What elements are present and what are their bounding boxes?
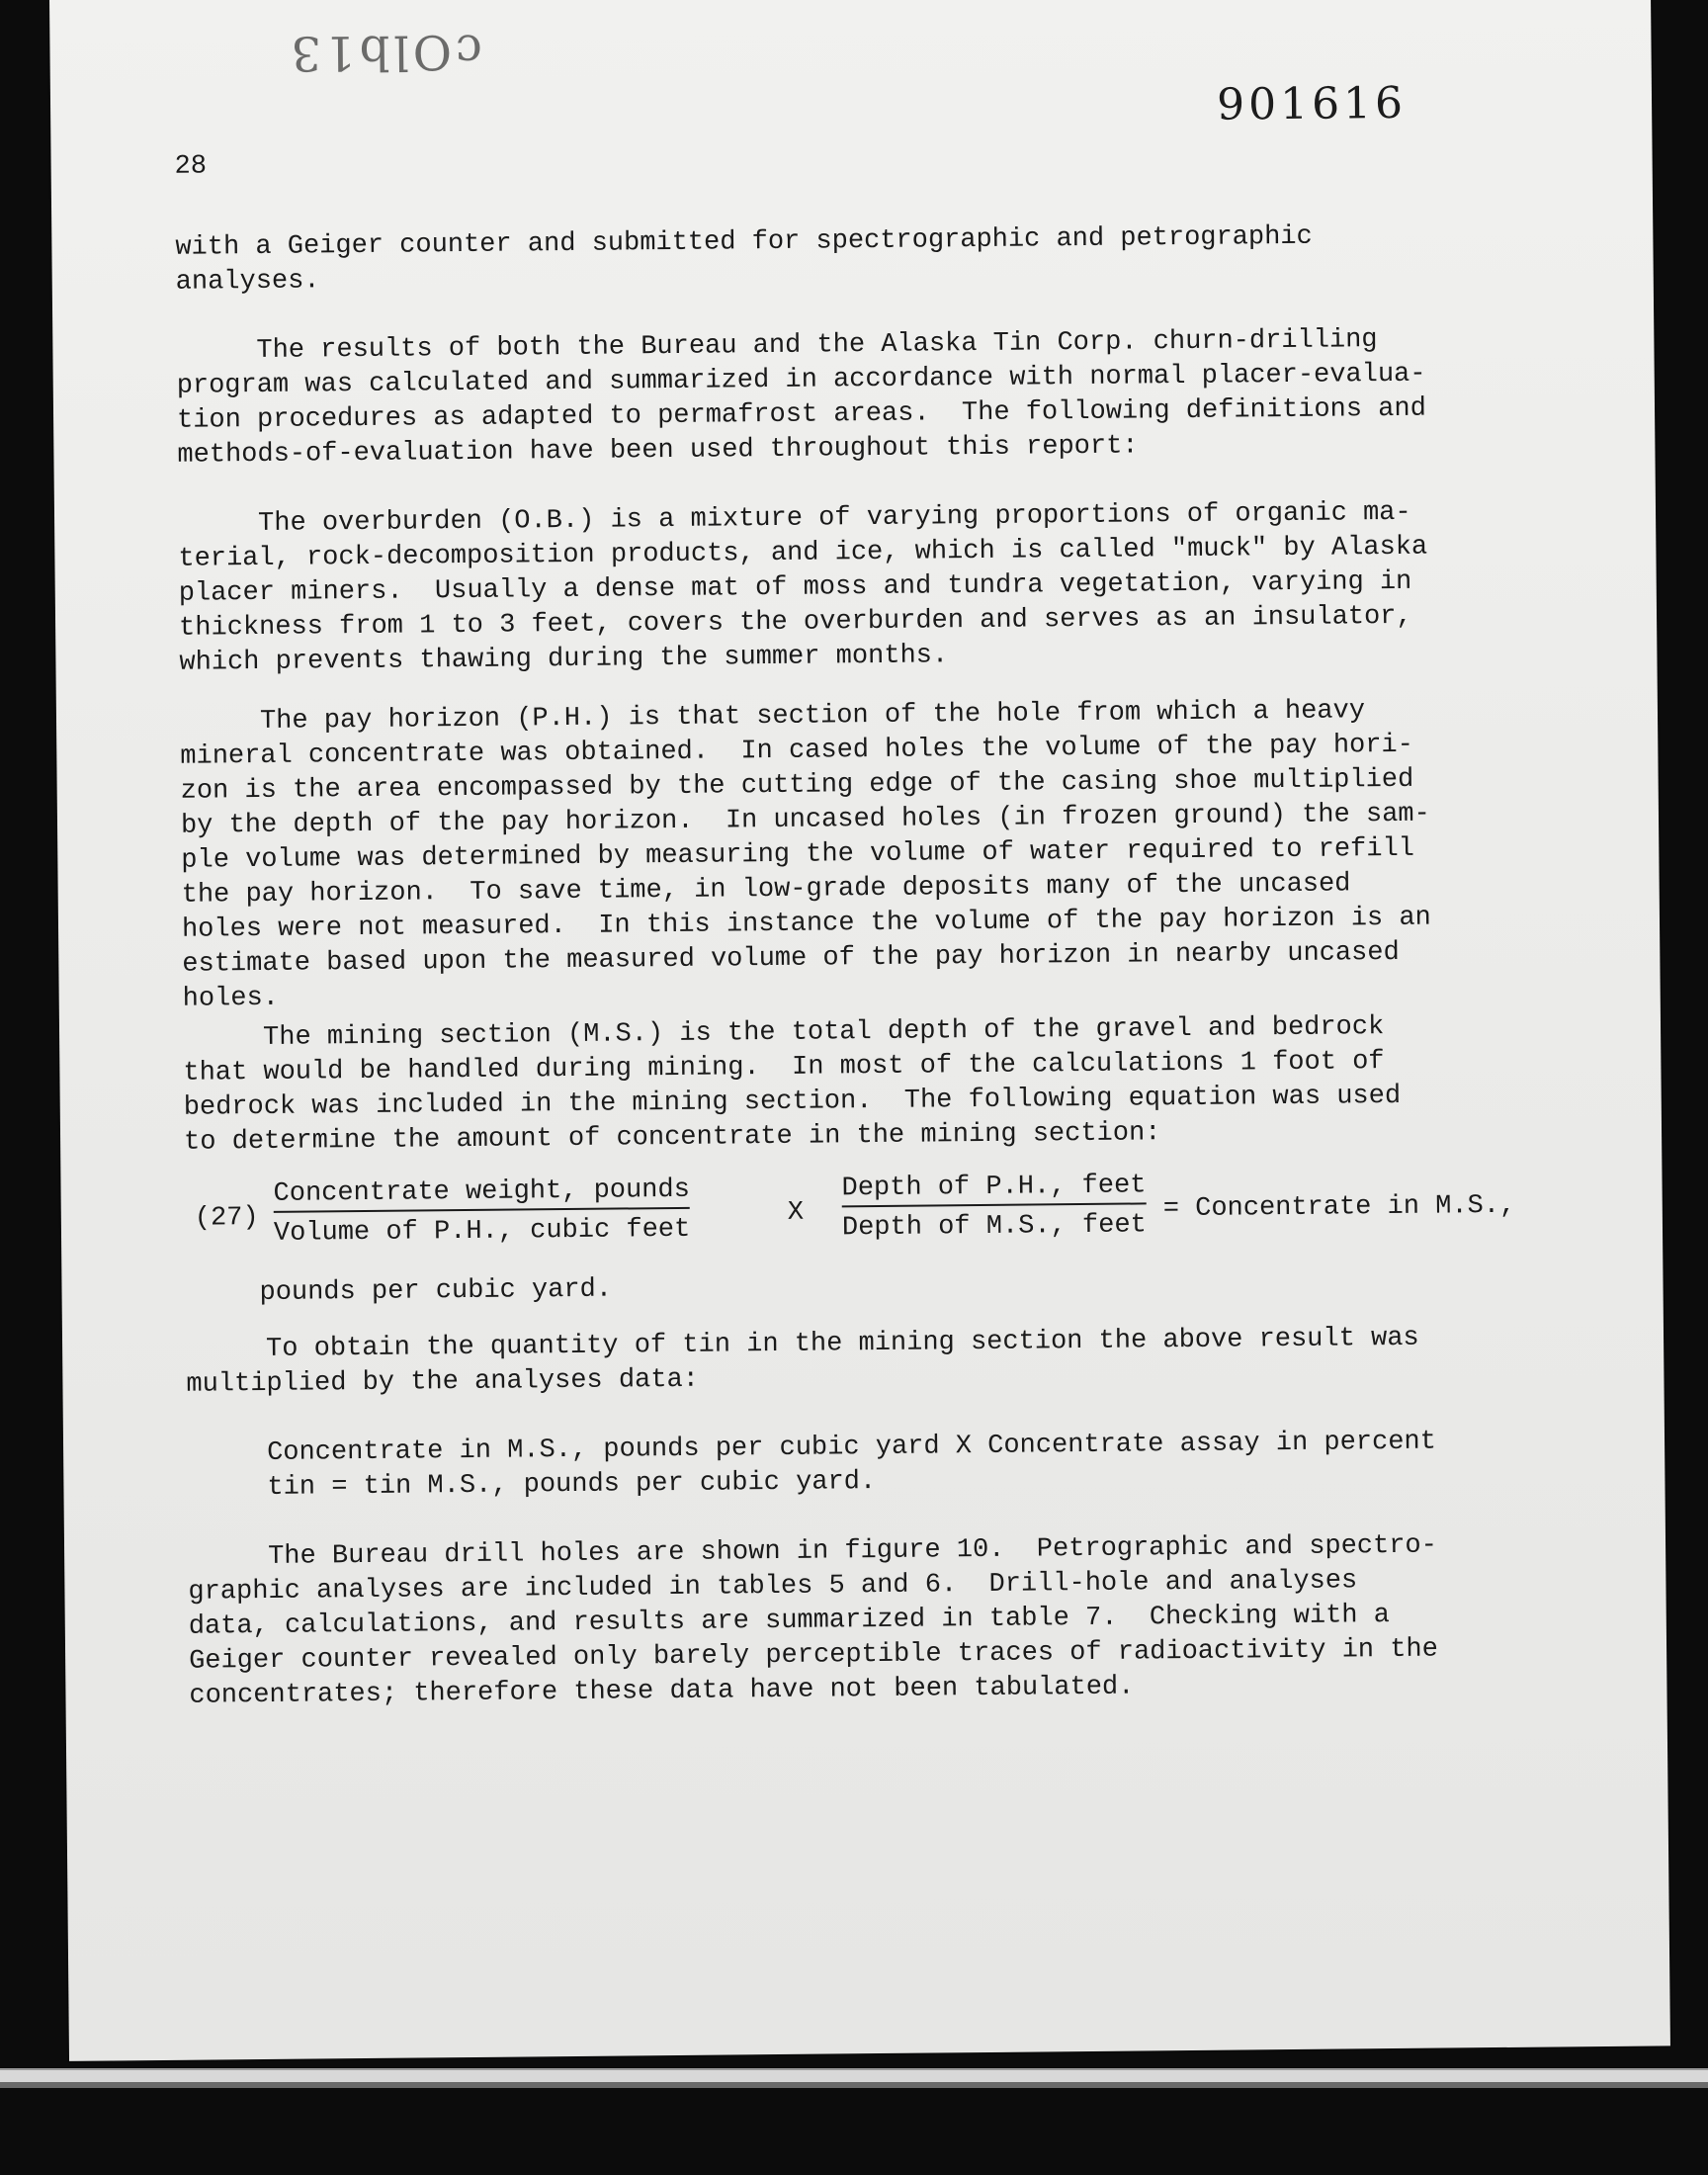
equation-number: (27) (194, 1203, 259, 1234)
equation-fraction2-denominator: Depth of M.S., feet (841, 1210, 1147, 1244)
paragraph-mining-section: The mining section (M.S.) is the total depth of the gravel and bedrock that would be handled during mining. In most of the calculations 1 foot of bedrock was included in the mining section. The following equation was used to determine the amount of concentrate in the mining section: (182, 1012, 1402, 1158)
equation-continuation: pounds per cubic yard. (259, 1274, 613, 1309)
document-page (49, 0, 1670, 2061)
paragraph-pay-horizon: The pay horizon (P.H.) is that section of the hole from which a heavy mineral concentrate was obtained. In cased holes the volume of the pay hori- zon is the area encompassed by the cutting edge of the casing shoe multiplied by the depth of the pay horizon. In uncased holes (in frozen ground) the sam- ple volume was determined by measuring the volume of water required to refill the pay horizon. To save time, in low-grade deposits many of the uncased holes were not measured. In this instance the volume of the pay horizon is an estimate based upon the measured volume of the pay horizon in nearby uncased holes. (179, 696, 1431, 1014)
handwritten-mark-top-right: 901616 (1216, 77, 1408, 130)
equation-27 (194, 1168, 1539, 1260)
paragraph-overburden: The overburden (O.B.) is a mixture of varying proportions of organic ma- terial, rock-decomposition products, and ice, which is called "muck" by Alaska placer miners. Usually a dense mat of moss and tundra vegetation, varying in thickness from 1 to 3 feet, covers the overburden and serves as an insulator, which prevents thawing during the summer months. (177, 497, 1428, 678)
scanner-edge-line (0, 2082, 1708, 2088)
paragraph-drill-holes: The Bureau drill holes are shown in figure 10. Petrographic and spectro- graphic analyses are included in tables 5 and 6. Drill-hole and analyses data, calculations, and results are summarized in table 7. Checking with a Geiger counter revealed only barely perceptible traces of radioactivity in the concentrates; therefore these data have not been tabulated. (187, 1530, 1439, 1711)
paragraph-evaluation-methods: The results of both the Bureau and the Alaska Tin Corp. churn-drilling program was calculated and summarized in accordance with normal placer-evalua- tion procedures as adapted to permafrost areas. The following definitions and methods-of-evaluation have been used throughout this report: (176, 325, 1426, 471)
handwritten-mark-top-left: cOlb13 (287, 23, 483, 81)
page-number: 28 (174, 151, 208, 182)
paragraph-tin-formula: Concentrate in M.S., pounds per cubic yard X Concentrate assay in percent tin = tin M.S., pounds per cubic yard. (186, 1427, 1437, 1504)
equation-fraction1-numerator: Concentrate weight, pounds (273, 1175, 690, 1213)
paragraph-continuation: with a Geiger counter and submitted for spectrographic and petrographic analyses. (175, 221, 1313, 298)
equation-fraction1-denominator: Volume of P.H., cubic feet (273, 1214, 691, 1249)
paragraph-tin-quantity: To obtain the quantity of tin in the mining section the above result was multiplied by the analyses data: (185, 1323, 1419, 1400)
equation-operator: X (787, 1197, 805, 1228)
equation-fraction2-numerator: Depth of P.H., feet (841, 1171, 1146, 1207)
equation-result: = Concentrate in M.S., (1162, 1190, 1516, 1225)
